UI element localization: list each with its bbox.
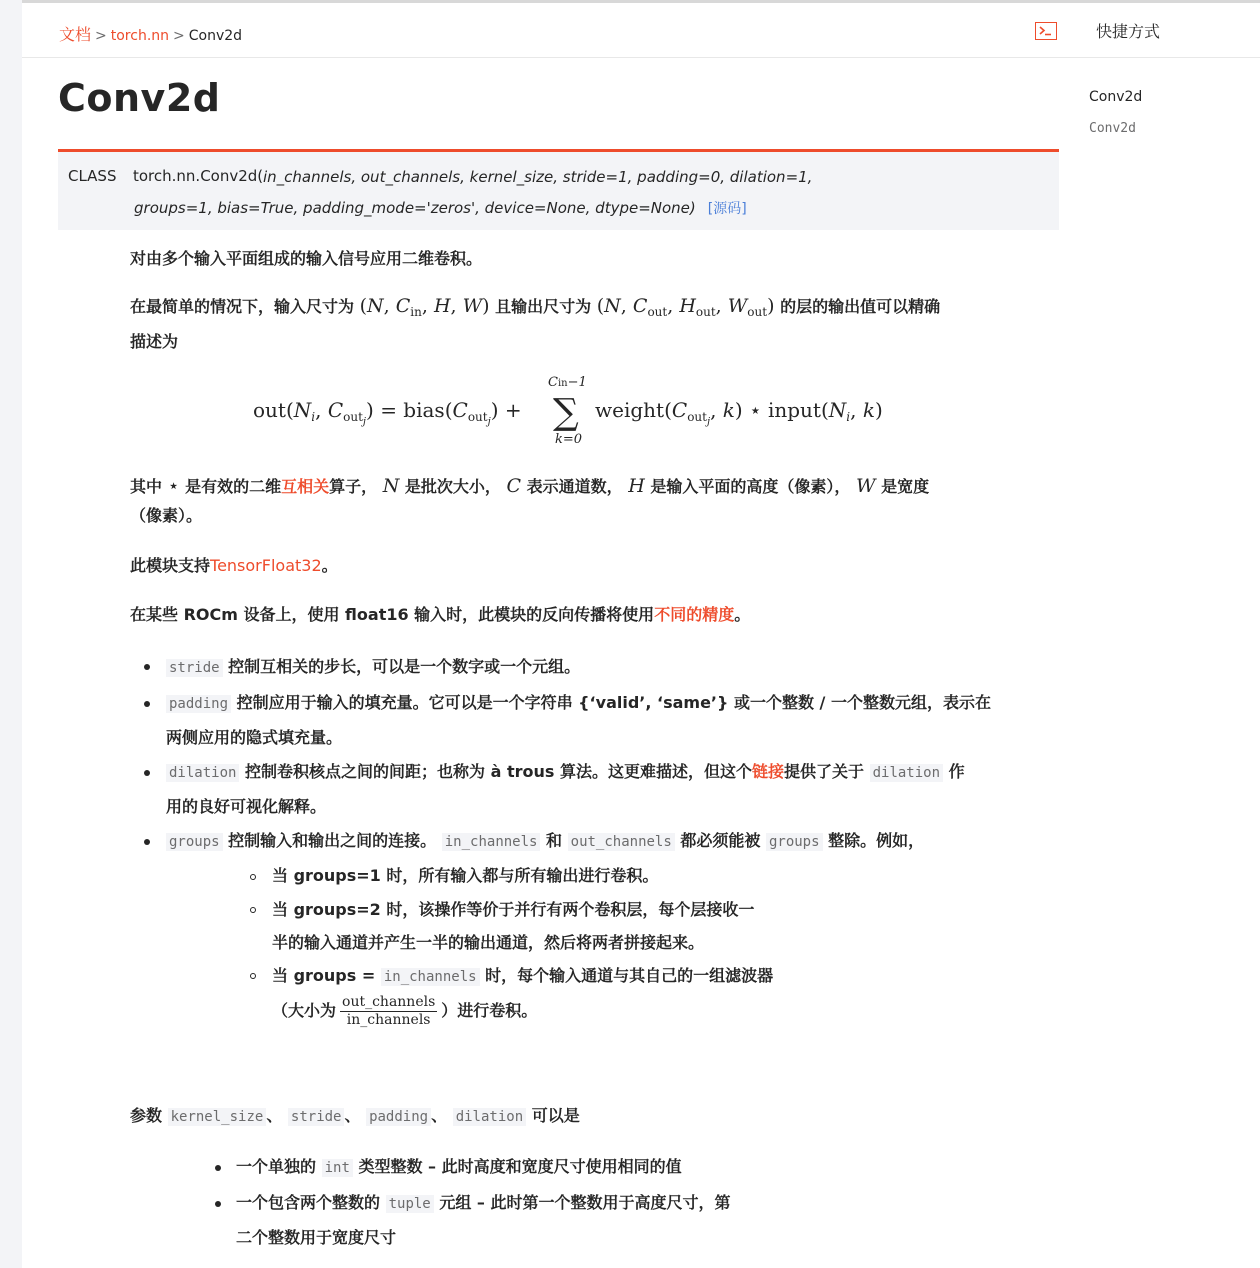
groups-3-text-2: 时，每个输入通道与其自己的一组滤波器 xyxy=(485,966,774,985)
groups-text-2: 和 xyxy=(546,831,563,850)
left-sidebar-strip xyxy=(0,0,22,1268)
rocm-paragraph xyxy=(130,600,750,629)
signature-params-text: groups=1, bias=True, padding_mode='zeros', device=None, dtype=None) xyxy=(134,199,696,217)
shortcut-link-conv2d-class[interactable]: Conv2d xyxy=(1089,121,1136,136)
different-precision-link[interactable]: 不同的精度 xyxy=(654,605,735,624)
shape-text-3: 的层的输出值可以精确 xyxy=(780,297,941,316)
params-text-2: 可以是 xyxy=(531,1106,580,1125)
sum-upper-bound: Cin−1 xyxy=(548,375,587,390)
shape-paragraph xyxy=(130,292,1060,356)
shape-text-2: 且输出尺寸为 xyxy=(495,297,592,316)
padding-code: padding xyxy=(366,1108,431,1126)
int-code: int xyxy=(322,1159,353,1177)
page-title: Conv2d xyxy=(58,76,221,120)
tuple-text-1: 一个包含两个整数的 xyxy=(236,1193,381,1212)
dilation-code: dilation xyxy=(453,1108,526,1126)
padding-code: padding xyxy=(166,695,231,713)
tf32-paragraph xyxy=(130,551,338,580)
breadcrumb-separator: > xyxy=(95,28,107,44)
bullet-dot xyxy=(215,1201,221,1207)
operator-text-1: 其中 xyxy=(130,477,163,496)
stride-code: stride xyxy=(288,1108,345,1126)
header-divider xyxy=(22,57,1260,58)
groups-code: groups xyxy=(166,833,223,851)
operator-text-2: 是有效的二维 xyxy=(185,477,282,496)
formula-lhs: $out(N_i$, $C_{out_j}$) = $bias(C_{out_j})$ + xyxy=(253,398,522,428)
fraction-numerator: out_channels xyxy=(342,994,436,1010)
dilation-bullet xyxy=(166,755,1066,824)
groups-2-bullet xyxy=(272,893,754,959)
sum-lower-bound: k=0 xyxy=(555,432,583,447)
groups-bullet xyxy=(166,824,1066,859)
groups-text-3: 都必须能被 xyxy=(680,831,761,850)
params-text-1: 参数 xyxy=(130,1106,163,1125)
dilation-text-1: 控制卷积核点之间的间距；也称为 à trous 算法。这更难描述，但这个 xyxy=(245,762,752,781)
kernel-size-code: kernel_size xyxy=(168,1108,267,1126)
groups-text-4: 整除。例如， xyxy=(828,831,925,850)
int-text-1: 一个单独的 xyxy=(236,1157,317,1176)
dilation-link[interactable]: 链接 xyxy=(751,762,784,781)
params-separator: 、 xyxy=(266,1106,283,1125)
n-math: N xyxy=(382,475,400,497)
in-channels-code: in_channels xyxy=(442,833,541,851)
groups-3-text-4: ）进行卷积。 xyxy=(441,1001,538,1020)
groups-2-text-2: 半的输入通道并产生一半的输出通道，然后将两者拼接起来。 xyxy=(272,933,705,952)
sub-bullet-circle xyxy=(250,874,256,880)
operator-text-4: 是批次大小， xyxy=(404,477,501,496)
star-math: ⋆ xyxy=(167,475,180,497)
groups-in-channels-bullet xyxy=(272,959,773,994)
params-paragraph xyxy=(130,1101,580,1132)
rocm-text-1: 在某些 ROCm 设备上，使用 float16 输入时，此模块的反向传播将使用 xyxy=(130,605,655,624)
bullet-dot xyxy=(144,839,150,845)
fraction-denominator: in_channels xyxy=(346,1012,431,1028)
class-name: torch.nn.Conv2d( xyxy=(133,167,264,185)
groups-3-text-3: （大小为 xyxy=(272,1001,337,1020)
tuple-bullet xyxy=(236,1186,730,1255)
rocm-text-2: 。 xyxy=(734,605,751,624)
tuple-code: tuple xyxy=(386,1195,434,1213)
sum-symbol: ∑ xyxy=(553,392,579,433)
c-math: C xyxy=(506,475,522,497)
groups-2-text-1: 当 groups=2 时，该操作等价于并行有两个卷积层，每个层接收一 xyxy=(272,900,755,919)
operator-text-3: 算子， xyxy=(329,477,378,496)
breadcrumb-docs-link[interactable]: 文档 xyxy=(59,25,92,44)
padding-text-2: 两侧应用的隐式填充量。 xyxy=(166,728,343,747)
intro-paragraph: 对由多个输入平面组成的输入信号应用二维卷积。 xyxy=(130,249,483,268)
source-link[interactable]: [源码] xyxy=(707,201,747,217)
padding-bullet xyxy=(166,686,1066,755)
conv2d-formula xyxy=(253,372,893,452)
stride-code: stride xyxy=(166,659,223,677)
tuple-text-2: 元组 – 此时第一个整数用于高度尺寸，第 xyxy=(439,1193,731,1212)
shortcut-link-conv2d[interactable]: Conv2d xyxy=(1089,89,1143,105)
breadcrumb-separator: > xyxy=(173,28,185,44)
groups-text-1: 控制输入和输出之间的连接。 xyxy=(228,831,437,850)
out-channels-code: out_channels xyxy=(568,833,675,851)
operator-text-8: （像素）。 xyxy=(130,506,203,525)
sub-bullet-circle xyxy=(250,907,256,913)
stride-text: 控制互相关的步长，可以是一个数字或一个元组。 xyxy=(228,657,581,676)
tuple-text-3: 二个整数用于宽度尺寸 xyxy=(236,1228,397,1247)
int-text-2: 类型整数 – 此时高度和宽度尺寸使用相同的值 xyxy=(358,1157,682,1176)
terminal-icon[interactable] xyxy=(1035,22,1057,40)
dilation-code: dilation xyxy=(166,764,239,782)
operator-text-5: 表示通道数， xyxy=(526,477,623,496)
input-shape-math: (N, $C_{in}$, H, W) xyxy=(359,295,490,319)
w-math: W xyxy=(855,475,876,497)
h-math: H xyxy=(628,475,645,497)
shape-text-4: 描述为 xyxy=(130,332,179,351)
dilation-text-3: 作 xyxy=(948,762,965,781)
tf32-text-2: 。 xyxy=(321,556,338,575)
breadcrumb-current: Conv2d xyxy=(188,28,243,44)
dilation-text-4: 用的良好可视化解释。 xyxy=(166,797,327,816)
dilation-code-2: dilation xyxy=(870,764,943,782)
operator-text-6: 是输入平面的高度（像素）， xyxy=(650,477,851,496)
class-label: CLASS xyxy=(68,167,117,185)
cross-correlation-link[interactable]: 互相关 xyxy=(281,477,330,496)
sub-bullet-circle xyxy=(250,973,256,979)
operator-paragraph xyxy=(130,472,1060,530)
breadcrumb-torch-nn-link[interactable]: torch.nn xyxy=(110,28,170,44)
tensorfloat32-link[interactable]: TensorFloat32 xyxy=(210,556,322,575)
signature-params-line1: in_channels, out_channels, kernel_size, stride=1, padding=0, dilation=1, xyxy=(263,168,813,186)
shape-text-1: 在最简单的情况下，输入尺寸为 xyxy=(130,297,355,316)
in-channels-code: in_channels xyxy=(381,968,480,986)
bullet-dot xyxy=(144,664,150,670)
shortcuts-title: 快捷方式 xyxy=(1096,22,1161,41)
stride-bullet xyxy=(166,650,580,685)
padding-text-1: 控制应用于输入的填充量。它可以是一个字符串 {‘valid’, ‘same’} 或一个整数 / 一个整数元组，表示在 xyxy=(236,693,991,712)
groups-3-text-1: 当 groups = xyxy=(272,966,376,985)
formula-rhs: $weight(C_{out_j}$, k) ⋆ $input(N_i$, k) xyxy=(595,398,883,428)
params-separator: 、 xyxy=(431,1106,448,1125)
tf32-text-1: 此模块支持 xyxy=(130,556,211,575)
signature-params-line2 xyxy=(134,198,747,218)
top-rule xyxy=(0,0,1260,3)
class-signature xyxy=(58,149,1059,230)
dilation-text-2: 提供了关于 xyxy=(784,762,865,781)
bullet-dot xyxy=(215,1165,221,1171)
groups-in-channels-bullet-cont xyxy=(272,992,537,1030)
output-shape-math: (N, $C_{out}$, $H_{out}$, $W_{out}$) xyxy=(596,295,775,319)
bullet-dot xyxy=(144,770,150,776)
channels-fraction xyxy=(340,994,437,1029)
bullet-dot xyxy=(144,701,150,707)
operator-text-7: 是宽度 xyxy=(881,477,930,496)
groups-1-bullet: 当 groups=1 时，所有输入都与所有输出进行卷积。 xyxy=(272,866,659,885)
breadcrumb xyxy=(59,22,242,45)
int-bullet xyxy=(236,1150,682,1185)
groups-code-2: groups xyxy=(766,833,823,851)
params-separator: 、 xyxy=(344,1106,361,1125)
